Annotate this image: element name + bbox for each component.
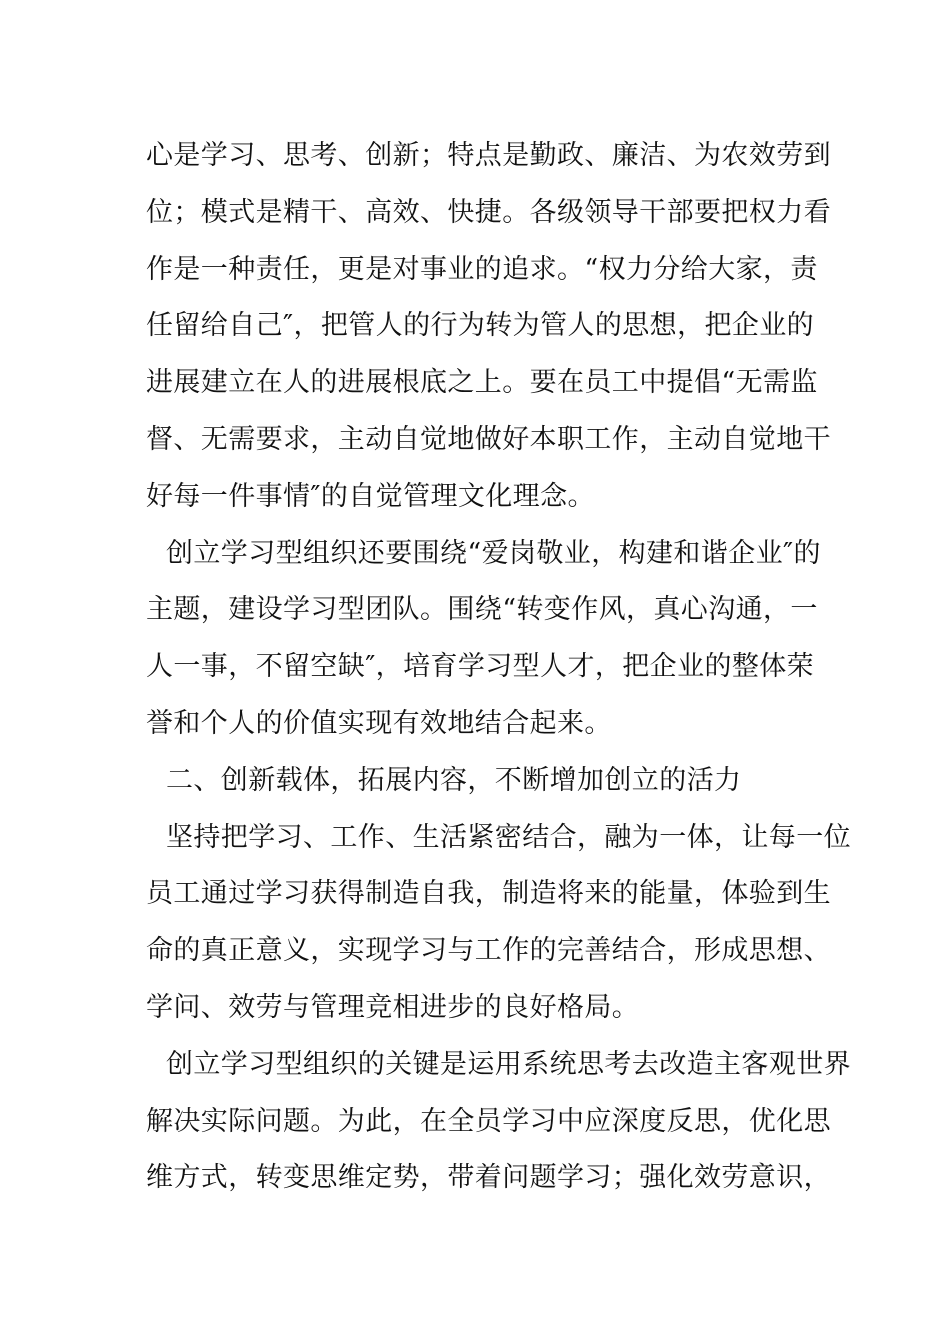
text-line: 员工通过学习获得制造自我，制造将来的能量，体验到生	[146, 878, 831, 910]
body-text	[146, 128, 851, 1207]
paragraph-start-line: 坚持把学习、工作、生活紧密结合，融为一体，让每一位	[166, 821, 851, 853]
text-line: 维方式，转变思维定势，带着问题学习；强化效劳意识，	[146, 1162, 831, 1194]
text-line: 心是学习、思考、创新；特点是勤政、廉洁、为农效劳到	[146, 140, 831, 171]
text-line: 誉和个人的价值实现有效地结合起来。	[146, 707, 612, 739]
text-line: 人一事，不留空缺″，培育学习型人才，把企业的整体荣	[146, 651, 815, 683]
text-line: 主题，建设学习型团队。围绕“转变作风，真心沟通，一	[146, 594, 818, 626]
text-line: 解决实际问题。为此，在全员学习中应深度反思，优化思	[146, 1105, 831, 1137]
paragraph-start-line: 创立学习型组织的关键是运用系统思考去改造主客观世界	[166, 1048, 851, 1080]
text-line: 好每一件事情″的自觉管理文化理念。	[146, 480, 595, 512]
text-line: 任留给自己″，把管人的行为转为管人的思想，把企业的	[146, 310, 815, 342]
text-line: 进展建立在人的进展根底之上。要在员工中提倡“无需监	[146, 367, 818, 399]
text-line: 学问、效劳与管理竞相进步的良好格局。	[146, 991, 640, 1023]
text-line: 位；模式是精干、高效、快捷。各级领导干部要把权力看	[146, 196, 831, 228]
text-line: 作是一种责任，更是对事业的追求。“权力分给大家，责	[146, 253, 818, 285]
paragraph-start-line: 创立学习型组织还要围绕“爱岗敬业，构建和谐企业″的	[166, 537, 821, 569]
section-heading: 二、创新载体，拓展内容，不断增加创立的活力	[166, 764, 742, 796]
text-line: 命的真正意义，实现学习与工作的完善结合，形成思想、	[146, 935, 831, 967]
text-line: 督、无需要求，主动自觉地做好本职工作，主动自觉地干	[146, 423, 831, 455]
